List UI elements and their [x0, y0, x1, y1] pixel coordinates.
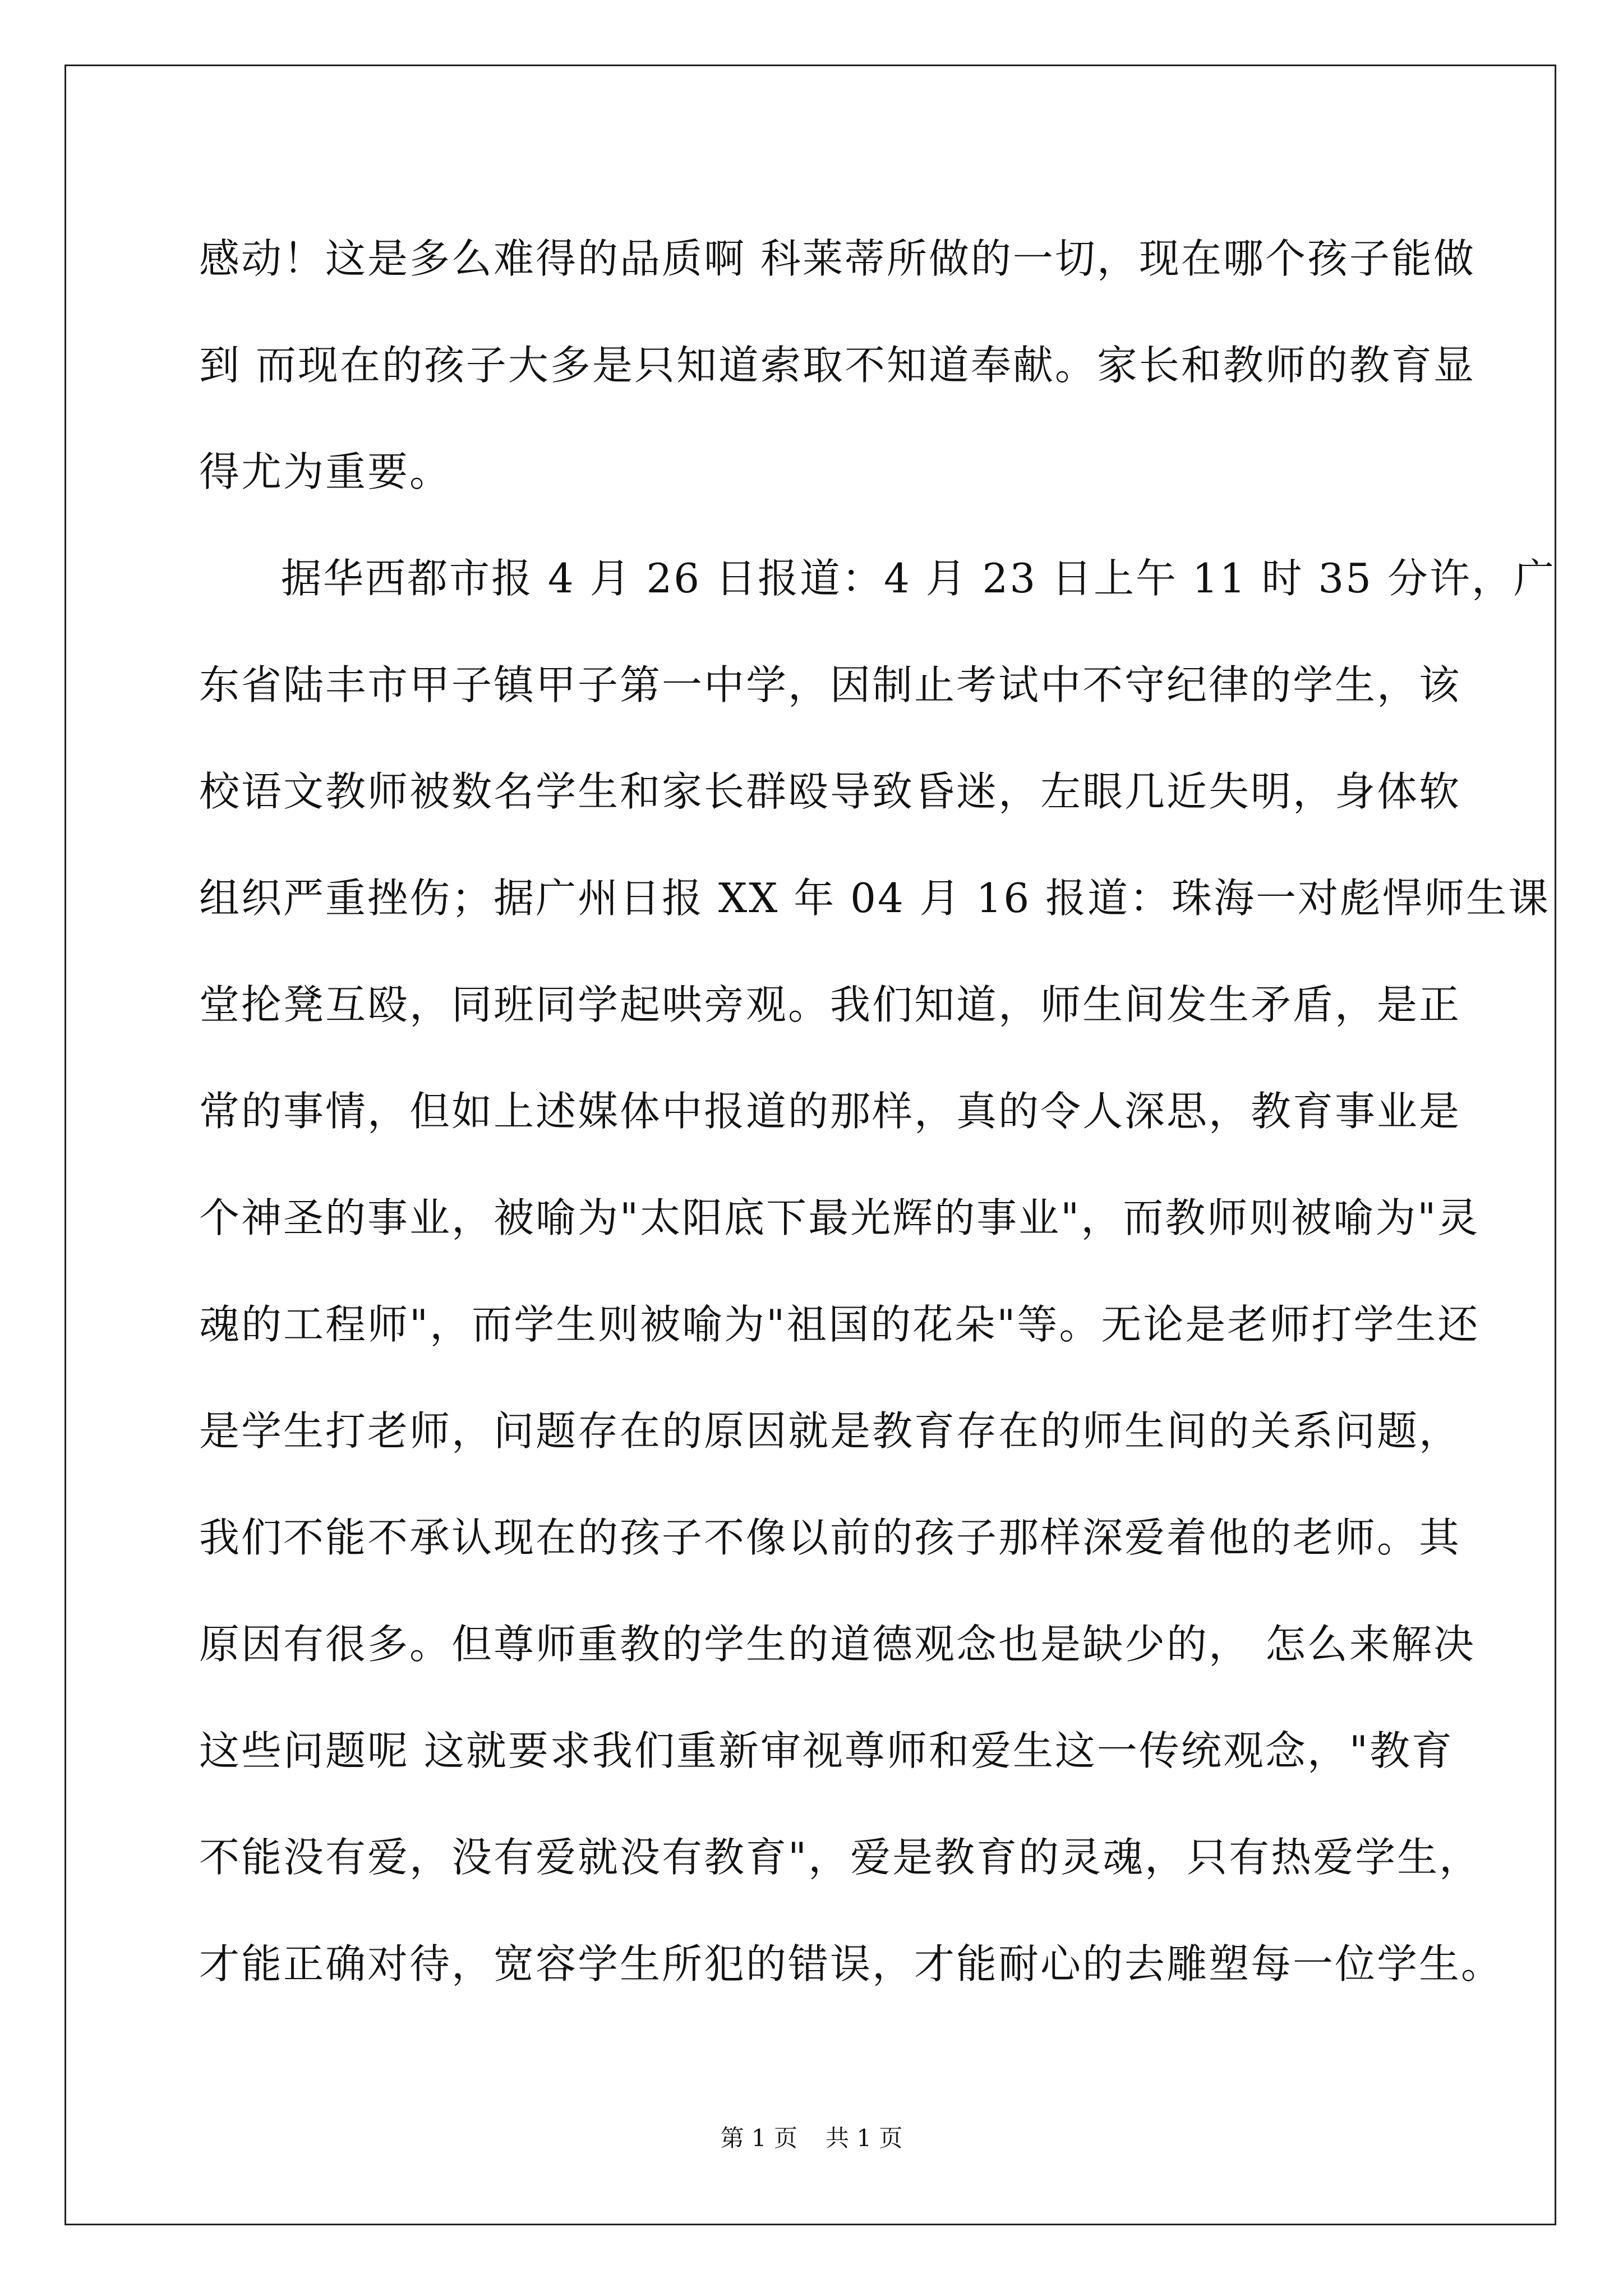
text-line: 这些问题呢 这就要求我们重新审视尊师和爱生这一传统观念，"教育	[199, 1727, 1454, 1774]
text-line: 不能没有爱，没有爱就没有教育"，爱是教育的灵魂，只有热爱学生，	[199, 1834, 1482, 1881]
text-line: 常的事情，但如上述媒体中报道的那样，真的令人深思，教育事业是	[199, 1088, 1461, 1135]
text-line: 堂抡凳互殴，同班同学起哄旁观。我们知道，师生间发生矛盾，是正	[199, 981, 1461, 1028]
paragraph-2	[199, 525, 1556, 2017]
text-line: 原因有很多。但尊师重教的学生的道德观念也是缺少的， 怎么来解决	[199, 1621, 1476, 1668]
text-line: 东省陆丰市甲子镇甲子第一中学，因制止考试中不守纪律的学生，该	[199, 661, 1461, 708]
text-line: 魂的工程师"，而学生则被喻为"祖国的花朵"等。无论是老师打学生还	[199, 1301, 1480, 1348]
page-total: 共 1 页	[826, 2124, 903, 2152]
text-line: 个神圣的事业，被喻为"太阳底下最光辉的事业"，而教师则被喻为"灵	[199, 1194, 1480, 1241]
text-line: 是学生打老师，问题存在的原因就是教育存在的师生间的关系问题，	[199, 1407, 1461, 1455]
text-line: 据华西都市报 4 月 26 日报道：4 月 23 日上午 11 时 35 分许，广	[281, 555, 1556, 602]
text-line: 我们不能不承认现在的孩子不像以前的孩子那样深爱着他的老师。其	[199, 1514, 1461, 1561]
text-line: 组织严重挫伤；据广州日报 XX 年 04 月 16 报道：珠海一对彪悍师生课	[199, 875, 1551, 922]
document-body	[199, 205, 1556, 2017]
text-line: 到 而现在的孩子大多是只知道索取不知道奉献。家长和教师的教育显	[199, 342, 1476, 389]
page-number: 第 1 页	[720, 2124, 797, 2152]
text-line: 感动！这是多么难得的品质啊 科莱蒂所做的一切，现在哪个孩子能做	[199, 235, 1476, 282]
paragraph-1	[199, 205, 1476, 525]
text-line: 校语文教师被数名学生和家长群殴导致昏迷，左眼几近失明，身体软	[199, 768, 1461, 815]
text-line: 才能正确对待，宽容学生所犯的错误，才能耐心的去雕塑每一位学生。	[199, 1940, 1504, 1987]
text-line: 得尤为重要。	[199, 448, 452, 495]
page-footer	[0, 2122, 1623, 2155]
